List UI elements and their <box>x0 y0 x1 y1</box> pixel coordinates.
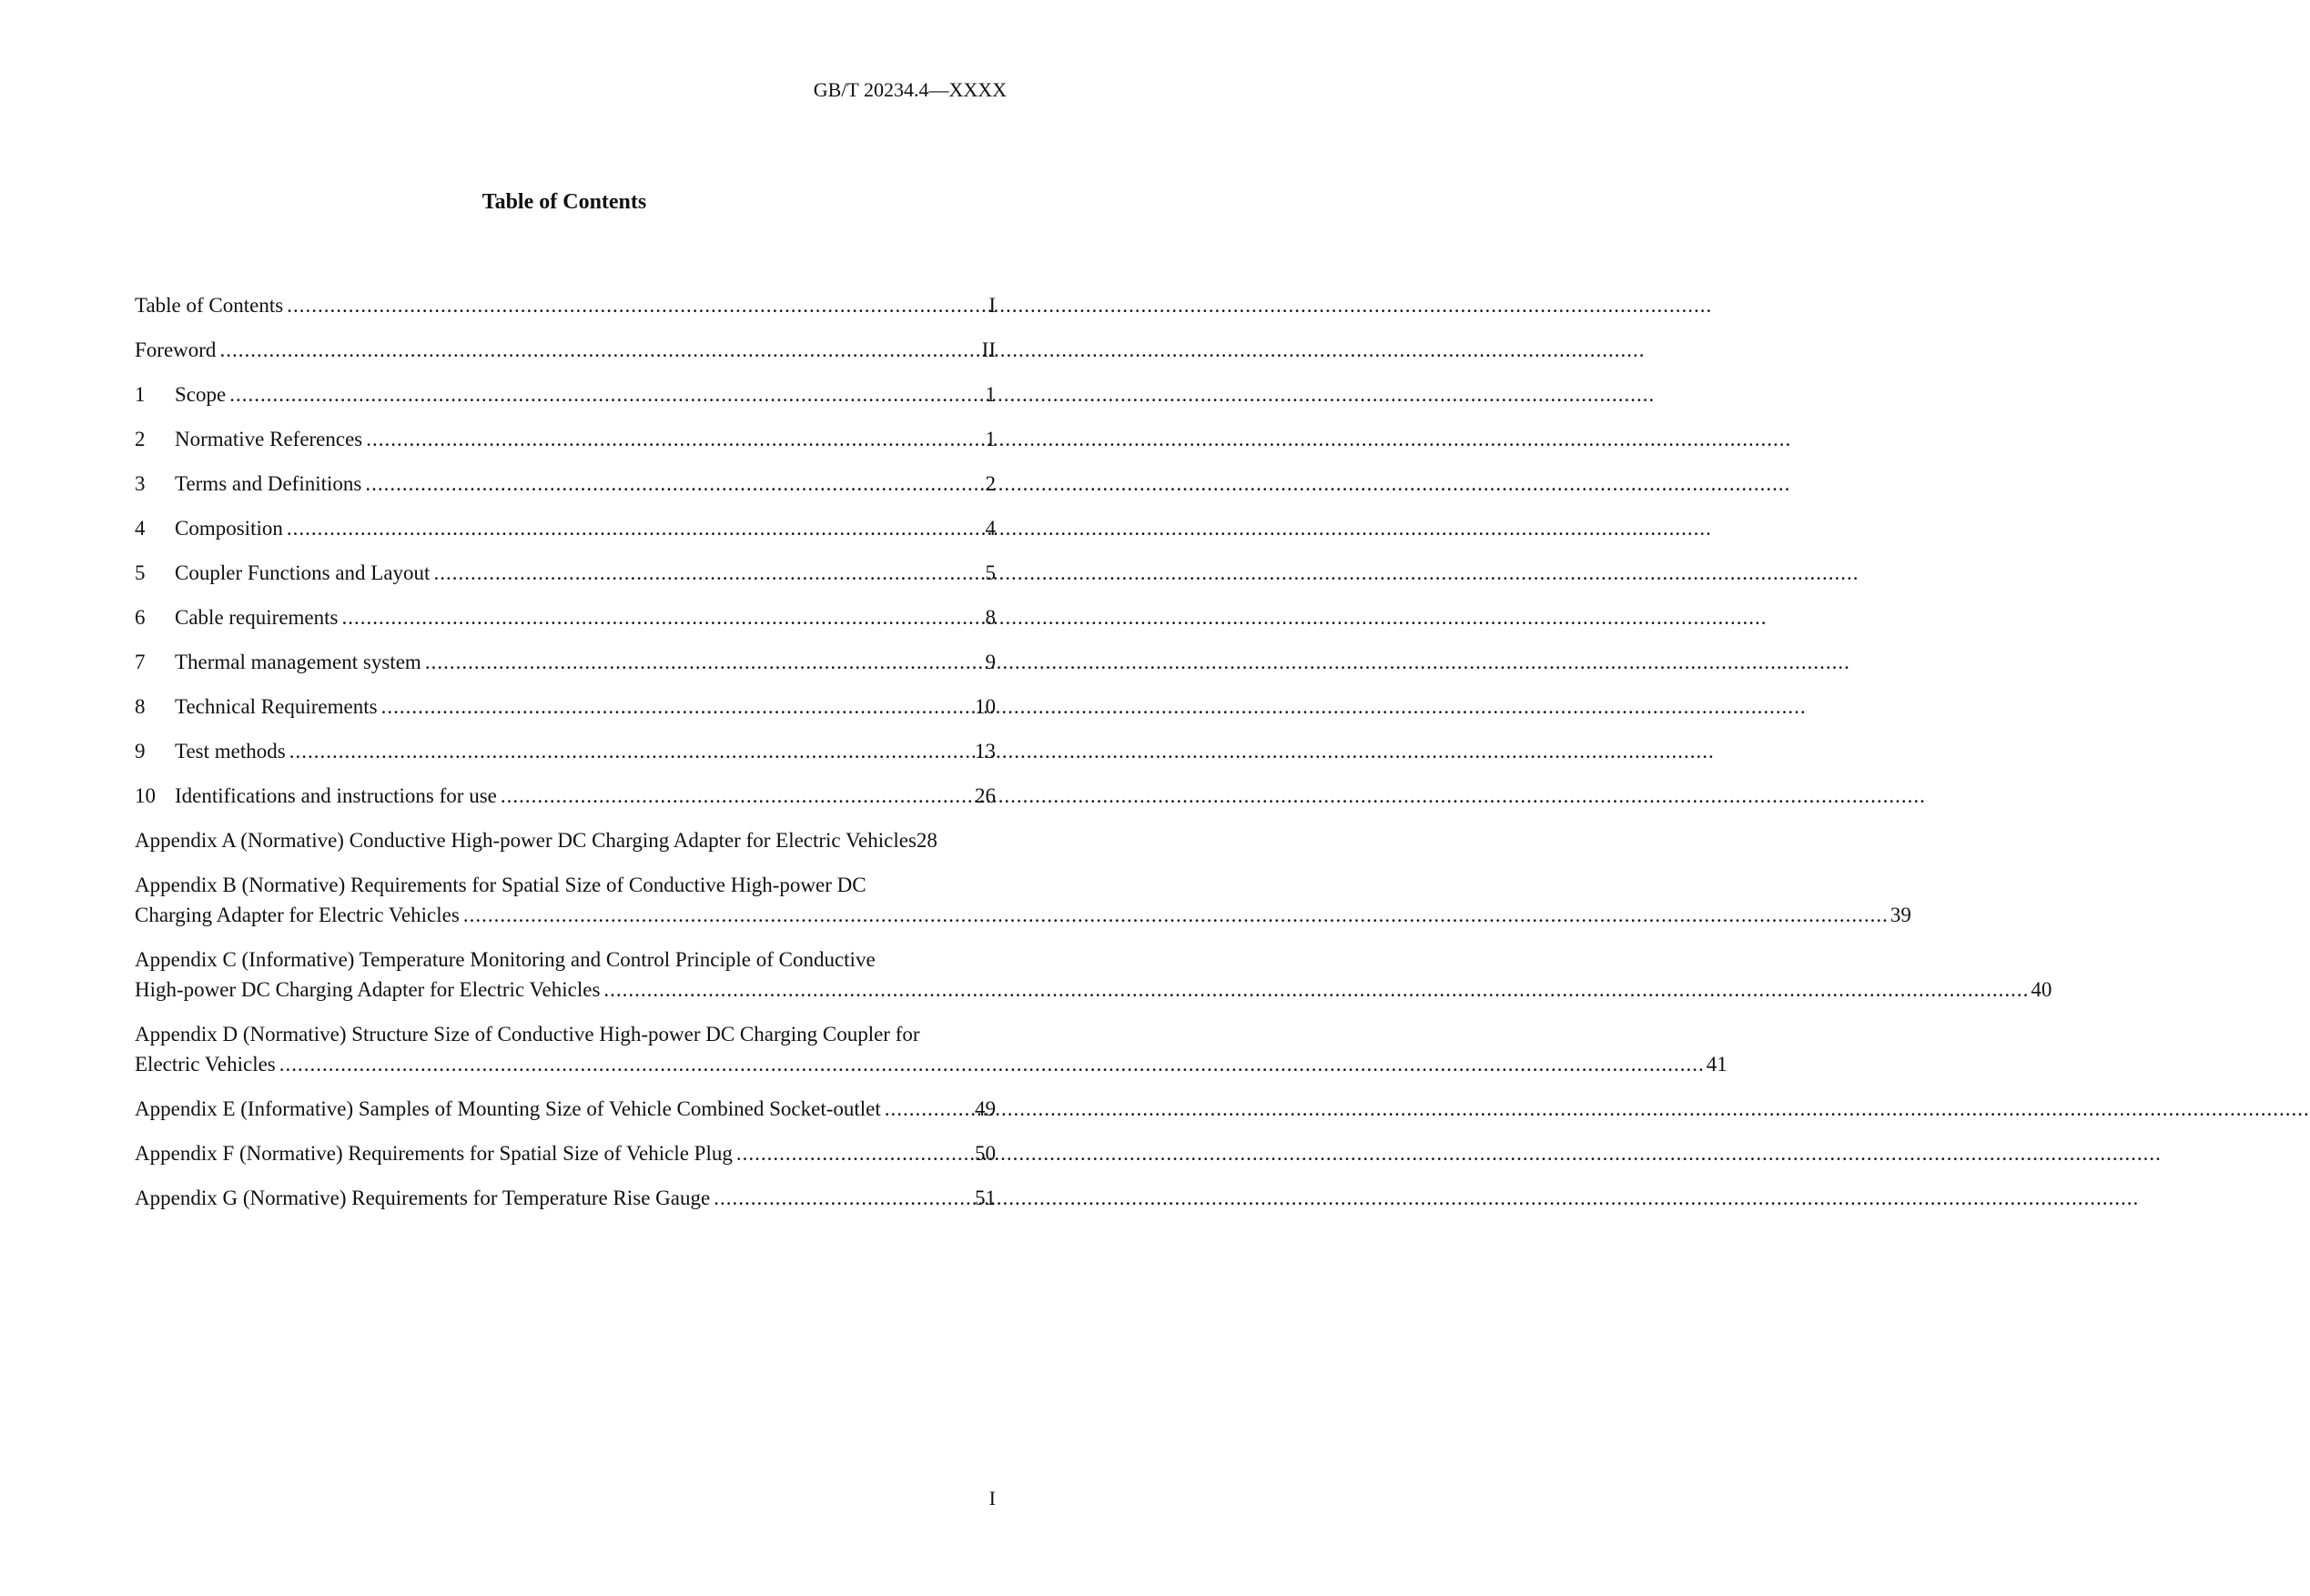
toc-entry-label: Appendix A (Normative) Conductive High-power DC Charging Adapter for Electric Vehicles <box>135 829 917 852</box>
toc-entry-label-line2: Charging Adapter for Electric Vehicles <box>135 904 460 926</box>
toc-entry-page: 8 <box>985 606 996 629</box>
toc-entry-page: 51 <box>975 1187 996 1209</box>
dot-leader <box>219 335 979 365</box>
toc-entry-page: 49 <box>975 1097 996 1120</box>
dot-leader <box>366 424 983 454</box>
toc-entry-number: 10 <box>135 784 156 807</box>
dot-leader <box>365 469 983 499</box>
toc-entry-composition[interactable] <box>135 499 996 543</box>
toc-entry-number: 4 <box>135 517 146 540</box>
toc-entry-table-of-contents[interactable] <box>135 276 996 320</box>
toc-entry-number: 9 <box>135 740 146 763</box>
toc-entry-page: 9 <box>985 651 996 673</box>
toc-entry-page: 2 <box>985 472 996 495</box>
dot-leader <box>279 1049 1705 1079</box>
dot-leader <box>289 736 973 766</box>
toc-entry-identifications[interactable] <box>135 766 996 811</box>
toc-entry-page: 28 <box>916 829 937 852</box>
toc-entry-page: 10 <box>975 695 996 718</box>
toc-entry-cable-requirements[interactable] <box>135 588 996 632</box>
toc-entry-appendix-c[interactable] <box>135 930 2052 1005</box>
toc-entry-label: Thermal management system <box>175 651 421 673</box>
standard-code: GB/T 20234.4—XXXX <box>813 78 1007 101</box>
toc-entry-page: II <box>981 338 996 361</box>
toc-entry-appendix-d[interactable] <box>135 1005 1727 1079</box>
toc-entry-page: 50 <box>975 1142 996 1165</box>
toc-entry-number: 1 <box>135 383 146 406</box>
toc-entry-page: 41 <box>1706 1053 1727 1076</box>
toc-entry-label: Identifications and instructions for use <box>175 784 497 807</box>
dot-leader <box>425 647 984 677</box>
dot-leader <box>463 900 1889 930</box>
toc-entry-page: 4 <box>985 517 996 540</box>
dot-leader <box>885 1094 973 1124</box>
toc-entry-label: Normative References <box>175 428 363 450</box>
toc-entry-terms-and-definitions[interactable] <box>135 454 996 499</box>
toc-entry-thermal-management[interactable] <box>135 632 996 677</box>
toc-entry-label: Technical Requirements <box>175 695 378 718</box>
toc-entry-label: Coupler Functions and Layout <box>175 561 431 584</box>
dot-leader <box>501 781 973 811</box>
toc-entry-technical-requirements[interactable] <box>135 677 996 722</box>
dot-leader <box>287 290 987 320</box>
toc-entry-page: 13 <box>975 740 996 763</box>
dot-leader <box>714 1183 973 1213</box>
toc-entry-page: 1 <box>985 428 996 450</box>
page-number: I <box>988 1487 996 1510</box>
toc-entry-label: Terms and Definitions <box>175 472 362 495</box>
toc-entry-label-line1: Appendix D (Normative) Structure Size of Conductive High-power DC Charging Coupler for <box>135 1023 920 1045</box>
toc-entry-label-line1: Appendix B (Normative) Requirements for Spatial Size of Conductive High-power DC <box>135 874 866 896</box>
toc-entry-label-line2: Electric Vehicles <box>135 1053 276 1076</box>
toc-entry-page: 5 <box>985 561 996 584</box>
toc-entry-number: 7 <box>135 651 146 673</box>
toc-entry-page: 40 <box>2031 978 2052 1001</box>
toc-entry-label: Cable requirements <box>175 606 339 629</box>
toc-entry-test-methods[interactable] <box>135 722 996 766</box>
toc-entry-label-line2: High-power DC Charging Adapter for Electric Vehicles <box>135 978 601 1001</box>
toc-entry-appendix-b[interactable] <box>135 855 1911 930</box>
dot-leader <box>381 692 973 722</box>
dot-leader <box>736 1138 973 1168</box>
toc-entry-coupler-functions[interactable] <box>135 543 996 588</box>
toc-entry-appendix-f[interactable] <box>135 1124 996 1168</box>
table-of-contents <box>135 276 2052 1213</box>
toc-entry-number: 8 <box>135 695 146 718</box>
toc-entry-label-line1: Appendix C (Informative) Temperature Monitoring and Control Principle of Conductive <box>135 948 876 971</box>
dot-leader <box>287 513 984 543</box>
toc-entry-appendix-g[interactable] <box>135 1168 996 1213</box>
toc-entry-appendix-e[interactable] <box>135 1079 996 1124</box>
toc-entry-label: Test methods <box>175 740 286 763</box>
dot-leader <box>603 975 2029 1005</box>
toc-entry-number: 6 <box>135 606 146 629</box>
dot-leader <box>433 558 983 588</box>
toc-entry-label: Composition <box>175 517 283 540</box>
toc-entry-label: Table of Contents <box>135 294 284 317</box>
toc-entry-page: 26 <box>975 784 996 807</box>
toc-entry-scope[interactable] <box>135 365 996 409</box>
toc-entry-label: Scope <box>175 383 227 406</box>
toc-entry-page: 1 <box>985 383 996 406</box>
toc-entry-normative-references[interactable] <box>135 409 996 454</box>
page-title: Table of Contents <box>481 190 647 214</box>
toc-entry-label: Appendix E (Informative) Samples of Mounting Size of Vehicle Combined Socket-outlet <box>135 1097 881 1120</box>
dot-leader <box>229 379 983 409</box>
toc-entry-page: I <box>988 294 996 317</box>
toc-entry-number: 2 <box>135 428 146 450</box>
toc-entry-appendix-a[interactable] <box>135 811 996 855</box>
toc-entry-label: Foreword <box>135 338 217 361</box>
toc-entry-number: 5 <box>135 561 146 584</box>
toc-entry-foreword[interactable] <box>135 320 996 365</box>
toc-entry-page: 39 <box>1890 904 1911 926</box>
toc-entry-label: Appendix G (Normative) Requirements for Temperature Rise Gauge <box>135 1187 711 1209</box>
toc-entry-label: Appendix F (Normative) Requirements for Spatial Size of Vehicle Plug <box>135 1142 733 1165</box>
dot-leader <box>341 602 983 632</box>
toc-entry-number: 3 <box>135 472 146 495</box>
